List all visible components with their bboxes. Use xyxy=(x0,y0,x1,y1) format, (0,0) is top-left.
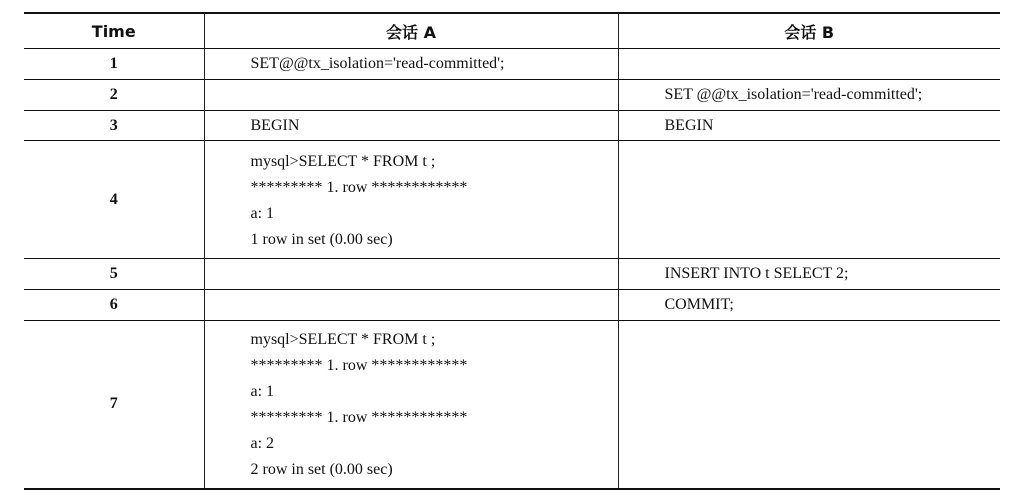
statement-line: mysql>SELECT * FROM t ; xyxy=(250,331,436,349)
table-row xyxy=(24,290,1000,321)
result-value-line: a: 1 xyxy=(250,383,275,401)
result-value-line: a: 1 xyxy=(250,204,275,222)
table-row xyxy=(24,111,1000,141)
statement-line: mysql>SELECT * FROM t ; xyxy=(250,152,436,170)
statement-line: BEGIN xyxy=(664,116,714,134)
result-separator-line: ********* 1. row ************ xyxy=(250,409,468,427)
statement-line: COMMIT; xyxy=(664,296,734,313)
transaction-isolation-table xyxy=(24,12,1000,490)
session-b-cell xyxy=(618,290,1000,321)
time-cell: 2 xyxy=(24,80,204,111)
session-b-cell xyxy=(618,49,1000,80)
time-cell: 6 xyxy=(24,290,204,321)
header-row xyxy=(24,13,1000,49)
session-b-cell xyxy=(618,321,1000,489)
session-b-cell xyxy=(618,141,1000,259)
table-row xyxy=(24,49,1000,80)
table-row xyxy=(24,259,1000,290)
session-a-cell xyxy=(204,80,618,111)
time-cell: 4 xyxy=(24,141,204,259)
statement-line: INSERT INTO t SELECT 2; xyxy=(664,265,849,282)
session-a-cell xyxy=(204,49,618,80)
table-row xyxy=(24,141,1000,259)
session-b-cell xyxy=(618,259,1000,290)
time-cell: 7 xyxy=(24,321,204,489)
time-cell: 3 xyxy=(24,111,204,141)
time-cell: 5 xyxy=(24,259,204,290)
header-session-a: 会话 A xyxy=(204,13,618,49)
session-a-cell xyxy=(204,141,618,259)
session-b-cell xyxy=(618,80,1000,111)
session-a-cell xyxy=(204,259,618,290)
table-container xyxy=(24,12,1000,490)
statement-line: SET@@tx_isolation='read-committed'; xyxy=(250,55,505,72)
session-b-cell xyxy=(618,111,1000,141)
time-cell: 1 xyxy=(24,49,204,80)
result-summary-line: 2 row in set (0.00 sec) xyxy=(250,461,393,479)
table-row xyxy=(24,321,1000,489)
header-session-b: 会话 B xyxy=(618,13,1000,49)
session-a-cell xyxy=(204,321,618,489)
header-time: Time xyxy=(24,13,204,49)
session-a-cell xyxy=(204,111,618,141)
table-row xyxy=(24,80,1000,111)
result-summary-line: 1 row in set (0.00 sec) xyxy=(250,230,393,248)
result-separator-line: ********* 1. row ************ xyxy=(250,357,468,375)
result-separator-line: ********* 1. row ************ xyxy=(250,178,468,196)
statement-line: BEGIN xyxy=(250,116,300,134)
result-value-line: a: 2 xyxy=(250,435,275,453)
session-a-cell xyxy=(204,290,618,321)
statement-line: SET @@tx_isolation='read-committed'; xyxy=(664,86,923,103)
